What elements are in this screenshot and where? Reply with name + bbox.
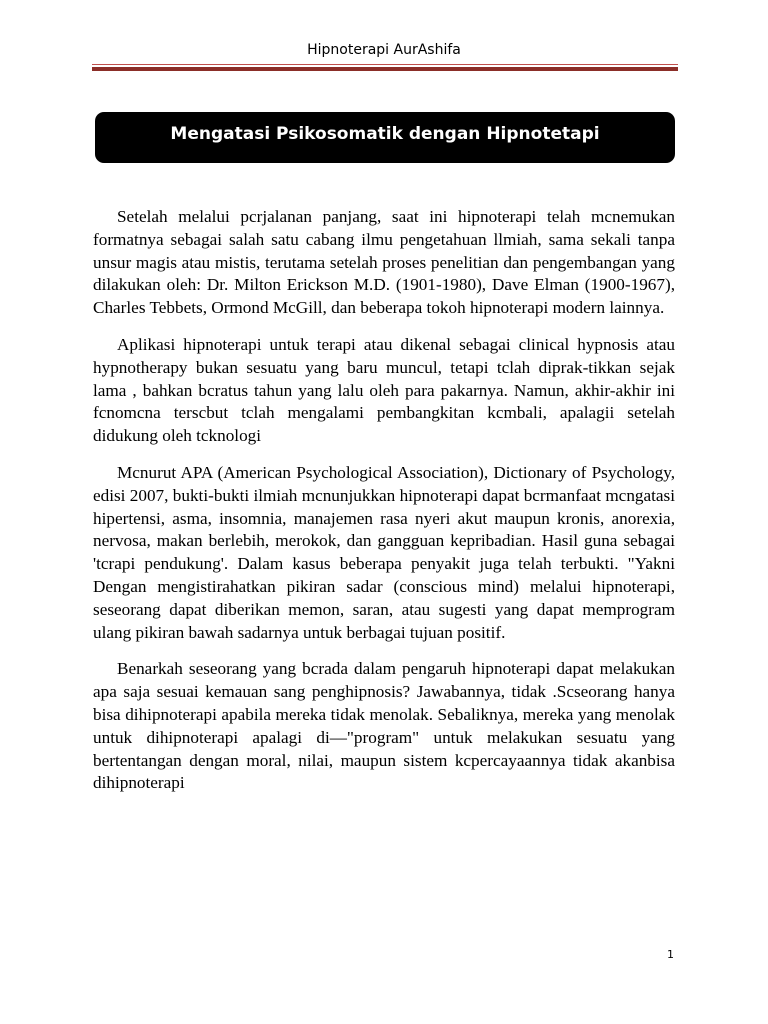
section-title-box	[95, 112, 675, 163]
section-title: Mengatasi Psikosomatik dengan Hipnotetapi	[170, 123, 600, 144]
body-paragraph: Mcnurut APA (American Psychological Association), Dictionary of Psychology, edisi 2007, bukti-bukti ilmiah mcnunjukkan hipnoterapi dapat bcrmanfaat mcngatasi hipertensi, asma, insomnia, manajemen rasa nyeri akut maupun kronis, anorexia, nervosa, makan berlebih, merokok, dan gangguan kepribadian. Hasil guna sebagai 'tcrapi pendukung'. Dalam kasus beberapa penyakit juga telah terbukti. "Yakni Dengan mengistirahatkan pikiran sadar (conscious mind) melalui hipnoterapi, seseorang dapat diberikan memon, saran, atau sugesti yang dapat memprogram ulang pikiran bawah sadarnya untuk berbagai tujuan positif.	[93, 462, 675, 642]
header-rule-thin	[92, 64, 678, 65]
running-header: Hipnoterapi AurAshifa	[307, 42, 461, 58]
body-paragraph: Setelah melalui pcrjalanan panjang, saat ini hipnoterapi telah mcnemukan formatnya sebagai salah satu cabang ilmu pengetahuan llmiah, sama sekali tanpa unsur magis atau mistis, terutama setelah proses penelitian dan pengembangan yang dilakukan oleh: Dr. Milton Erickson M.D. (1901-1980), Dave Elman (1900-1967), Charles Tebbets, Ormond McGill, dan beberapa tokoh hipnoterapi modern lainnya.	[93, 207, 675, 318]
body-paragraph: Benarkah seseorang yang bcrada dalam pengaruh hipnoterapi dapat melakukan apa saja sesuai kemauan sang penghipnosis? Jawabannya, tidak .Scseorang hanya bisa dihipnoterapi apabila mereka tidak menolak. Sebaliknya, mereka yang menolak untuk dihipnoterapi apalagi di—"program" untuk melakukan sesuatu yang bertentangan dengan moral, nilai, maupun sistem kcpercayaannya tidak akanbisa dihipnoterapi	[93, 659, 675, 793]
body-paragraph: Aplikasi hipnoterapi untuk terapi atau dikenal sebagai clinical hypnosis atau hypnotherapy bukan sesuatu yang baru muncul, tetapi tclah diprak-tikkan sejak lama , bahkan bcratus tahun yang lalu oleh para pakarnya. Namun, akhir-akhir ini fcnomcna terscbut tclah mengalami pembangkitan kcmbali, apalagii setelah didukung oleh tcknologi	[93, 334, 675, 446]
page-number: 1	[667, 948, 674, 961]
document-body	[93, 206, 675, 809]
header-rule-thick	[92, 67, 678, 71]
